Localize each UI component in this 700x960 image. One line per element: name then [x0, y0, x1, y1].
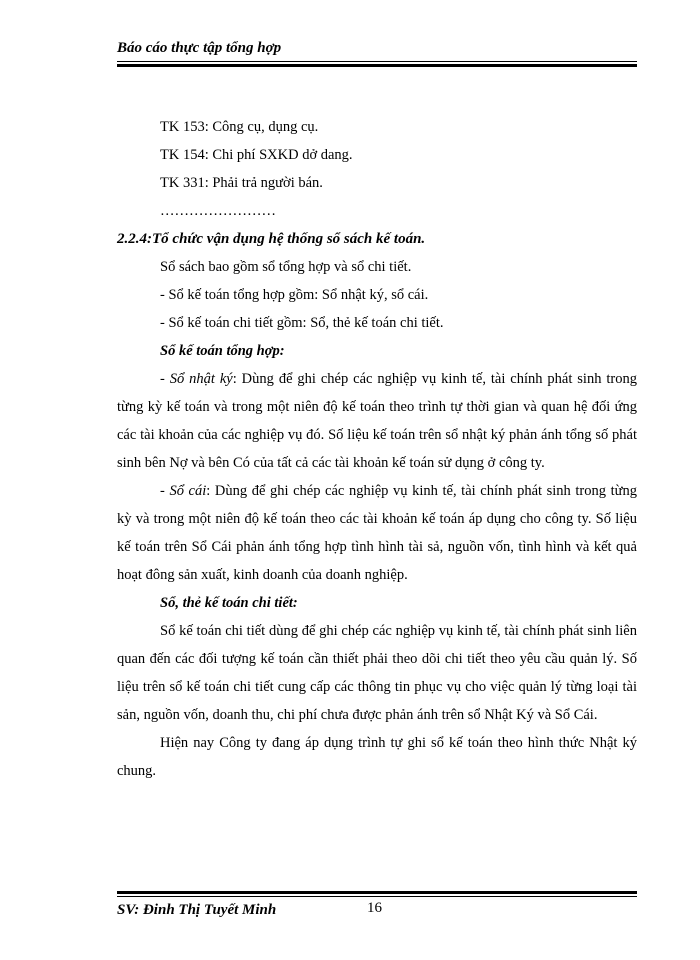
- page-number: 16: [367, 900, 382, 916]
- ellipsis-line: ……………………: [160, 203, 276, 219]
- journal-text: : Dùng để ghi chép các nghiệp vụ kinh tế, tài chính phát sinh trong từng kỳ kế toán và trong một niên độ kế toán theo trình tự thời gian và quan hệ đối ứng các tài khoản của các nghiệp vụ đó. Số liệu kế toán trên sổ nhật ký phản ánh tổng số phát sinh bên Nợ và bên Có của tất cả các tài khoản kế toán sử dụng ở công ty.: [117, 371, 637, 471]
- page-content: [117, 113, 637, 785]
- detail-paragraph: Sổ kế toán chi tiết dùng để ghi chép các nghiệp vụ kinh tế, tài chính phát sinh liên quan đến các đối tượng kế toán cần thiết phải theo dõi chi tiết theo yêu cầu quản lý. Số liệu trên sổ kế toán chi tiết cung cấp các thông tin phục vụ cho việc quản lý từng loại tài sản, nguồn vốn, doanh thu, chi phí chưa được phản ánh trên sổ Nhật Ký và Sổ Cái.: [117, 623, 637, 723]
- ledger-term: Sổ cái: [169, 483, 207, 499]
- journal-term: Sổ nhật ký: [169, 371, 233, 387]
- footer-rule-thin: [117, 896, 637, 897]
- bullet-general-books: - Sổ kế toán tổng hợp gồm: Sổ nhật ký, sổ cái.: [160, 287, 429, 303]
- closing-paragraph: Hiện nay Công ty đang áp dụng trình tự ghi sổ kế toán theo hình thức Nhật ký chung.: [117, 735, 637, 779]
- journal-lead: -: [160, 371, 170, 387]
- journal-paragraph: [117, 365, 637, 477]
- account-line-154: TK 154: Chi phí SXKD dở dang.: [160, 147, 353, 163]
- ledger-paragraph: [117, 477, 637, 589]
- account-line-153: TK 153: Công cụ, dụng cụ.: [160, 119, 319, 135]
- general-books-heading: Sổ kế toán tổng hợp:: [160, 343, 285, 359]
- bullet-detail-books: - Sổ kế toán chi tiết gồm: Sổ, thẻ kế toán chi tiết.: [160, 315, 444, 331]
- section-heading: 2.2.4:Tổ chức vận dụng hệ thống sổ sách kế toán.: [117, 231, 426, 247]
- header-title: Báo cáo thực tập tổng hợp: [117, 40, 282, 56]
- detail-books-heading: Sổ, thẻ kế toán chi tiết:: [160, 595, 298, 611]
- ledger-text: : Dùng để ghi chép các nghiệp vụ kinh tế, tài chính phát sinh trong từng kỳ và trong một niên độ kế toán theo các tài khoản kế toán áp dụng cho công ty. Số liệu kế toán trên Sổ Cái phản ánh tổng hợp tình hình tài sả, nguồn vốn, tình hình và kết quả hoạt đông sản xuất, kinh doanh của doanh nghiệp.: [117, 483, 637, 583]
- header-rule-thin: [117, 61, 637, 62]
- header-rule-thick: [117, 64, 637, 67]
- footer-rule-thick: [117, 891, 637, 894]
- ledger-lead: -: [160, 483, 170, 499]
- account-line-331: TK 331: Phải trả người bán.: [160, 175, 323, 191]
- section-intro: Sổ sách bao gồm sổ tổng hợp và sổ chi tiết.: [160, 259, 412, 275]
- footer-student-name: SV: Đinh Thị Tuyết Minh: [117, 902, 277, 918]
